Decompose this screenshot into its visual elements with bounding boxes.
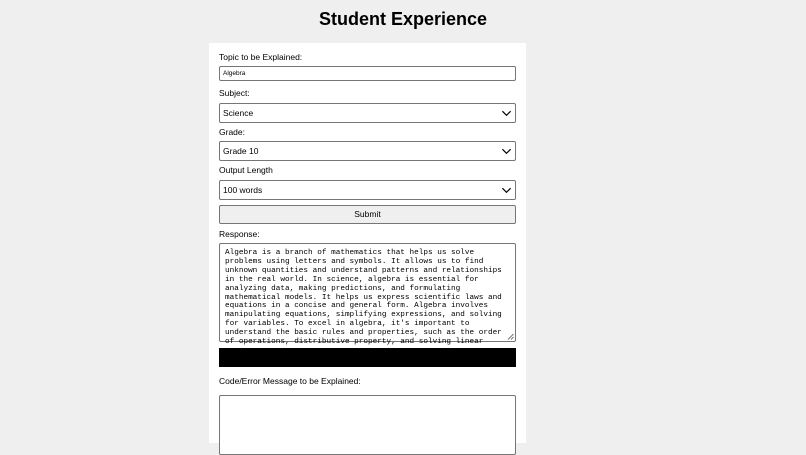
code-error-label: Code/Error Message to be Explained: — [219, 376, 361, 386]
grade-select[interactable] — [219, 141, 516, 161]
grade-select-value: Grade 10 — [223, 146, 259, 156]
response-text: Algebra is a branch of mathematics that helps us solve problems using letters and symbols. It allows us to find unknown quantities and understand patterns and relationships in the real world. In science, algebra is essential for analyzing data, making predictions, and formulating mathematical models. It helps us express scientific laws and equations in a concise and general form. Algebra involves manipulating equations, simplifying expressions, and solving for variables. To excel in algebra, it's important to understand the basic rules and properties, such as the order of operations, distributive property, and solving linear — [225, 249, 502, 347]
subject-select[interactable] — [219, 103, 516, 123]
resize-grip-icon[interactable] — [506, 332, 514, 340]
topic-input[interactable] — [219, 66, 516, 81]
output-length-select-value: 100 words — [223, 185, 263, 195]
response-textarea[interactable] — [219, 243, 516, 347]
page-title: Student Experience — [318, 9, 488, 29]
grade-label: Grade: — [219, 127, 245, 137]
code-error-textarea[interactable] — [219, 395, 516, 455]
form-card — [209, 43, 526, 443]
chevron-down-icon — [501, 185, 512, 196]
output-length-select[interactable] — [219, 180, 516, 200]
topic-label: Topic to be Explained: — [219, 52, 303, 62]
response-label: Response: — [219, 229, 260, 239]
submit-button[interactable]: Submit — [219, 205, 516, 224]
output-length-label: Output Length — [219, 165, 273, 175]
subject-select-value: Science — [223, 108, 254, 118]
chevron-down-icon — [501, 146, 512, 157]
subject-label: Subject: — [219, 88, 250, 98]
output-bar — [219, 348, 516, 367]
chevron-down-icon — [501, 108, 512, 119]
